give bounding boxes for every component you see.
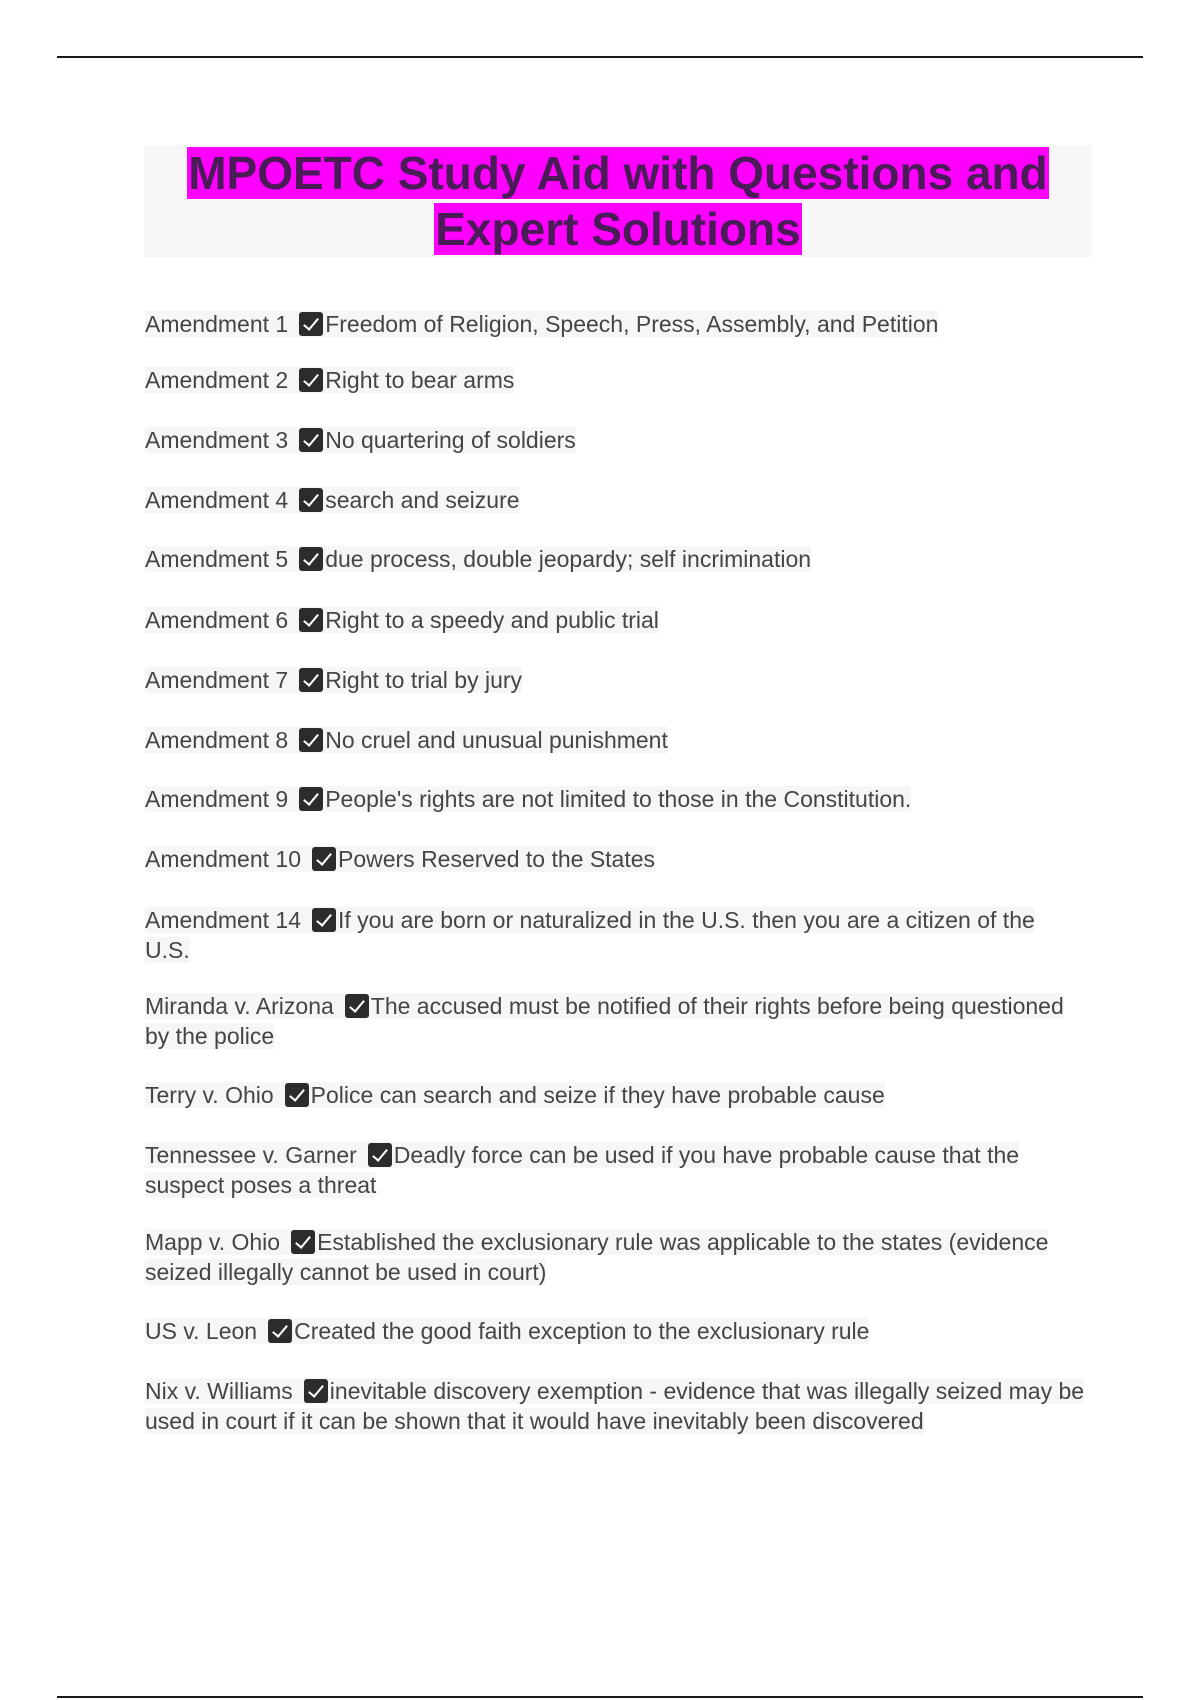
qa-item-amendment-4 (145, 486, 1085, 545)
qa-list (145, 310, 1085, 1437)
checkbox-checked-icon (299, 547, 323, 571)
checkbox-checked-icon (299, 728, 323, 752)
checkbox-checked-icon (268, 1319, 292, 1343)
qa-answer: Powers Reserved to the States (337, 846, 656, 872)
qa-answer: Established the exclusionary rule was applicable to the states (evidence seized illegally cannot be used in court) (145, 1229, 1049, 1285)
checkbox-checked-icon (299, 368, 323, 392)
checkbox-checked-icon (304, 1379, 328, 1403)
qa-term: Terry v. Ohio (145, 1082, 274, 1108)
qa-answer: Right to bear arms (325, 367, 515, 393)
qa-item-us-v-leon (145, 1317, 1085, 1377)
qa-item-amendment-14 (145, 906, 1085, 992)
qa-item-amendment-10 (145, 845, 1085, 906)
qa-answer: inevitable discovery exemption - evidence that was illegally seized may be used in court if it can be shown that it would have inevitably been discovered (145, 1378, 1085, 1434)
checkbox-checked-icon (312, 847, 336, 871)
qa-answer: If you are born or naturalized in the U.S. then you are a citizen of the U.S. (145, 907, 1035, 963)
checkbox-checked-icon (299, 787, 323, 811)
qa-term: Amendment 9 (145, 786, 289, 812)
checkbox-checked-icon (299, 428, 323, 452)
qa-answer: The accused must be notified of their rights before being questioned by the police (145, 993, 1064, 1049)
qa-item-amendment-6 (145, 606, 1085, 666)
qa-term: Amendment 3 (145, 427, 289, 453)
checkbox-checked-icon (312, 908, 336, 932)
qa-answer: Freedom of Religion, Speech, Press, Assembly, and Petition (325, 311, 939, 337)
qa-term: Amendment 5 (145, 546, 289, 572)
qa-term: Amendment 10 (145, 846, 301, 872)
qa-item-amendment-5 (145, 545, 1085, 606)
checkbox-checked-icon (299, 312, 323, 336)
qa-item-terry-v-ohio (145, 1081, 1085, 1141)
qa-item-amendment-1 (145, 310, 1085, 366)
qa-item-tennessee-v-garner (145, 1141, 1085, 1228)
qa-term: Amendment 4 (145, 487, 289, 513)
qa-answer: search and seizure (325, 487, 520, 513)
qa-answer: Created the good faith exception to the exclusionary rule (294, 1318, 870, 1344)
page-title: MPOETC Study Aid with Questions and Expert Solutions (188, 147, 1048, 255)
checkbox-checked-icon (345, 994, 369, 1018)
qa-term: Amendment 8 (145, 727, 289, 753)
qa-item-amendment-3 (145, 426, 1085, 486)
qa-answer: Right to a speedy and public trial (325, 607, 659, 633)
qa-answer: Deadly force can be used if you have probable cause that the suspect poses a threat (145, 1142, 1020, 1198)
bottom-rule (57, 1696, 1143, 1698)
top-rule (57, 56, 1143, 58)
qa-item-amendment-2 (145, 366, 1085, 426)
qa-answer: Police can search and seize if they have probable cause (310, 1082, 885, 1108)
qa-term: Tennessee v. Garner (145, 1142, 357, 1168)
checkbox-checked-icon (291, 1230, 315, 1254)
qa-term: Nix v. Williams (145, 1378, 293, 1404)
qa-item-miranda-v-arizona (145, 992, 1085, 1081)
qa-answer: People's rights are not limited to those in the Constitution. (325, 786, 912, 812)
qa-item-amendment-8 (145, 726, 1085, 785)
qa-item-mapp-v-ohio (145, 1228, 1085, 1317)
qa-item-nix-v-williams (145, 1377, 1085, 1437)
qa-answer: No quartering of soldiers (325, 427, 576, 453)
qa-item-amendment-7 (145, 666, 1085, 726)
qa-answer: No cruel and unusual punishment (325, 727, 668, 753)
checkbox-checked-icon (285, 1083, 309, 1107)
qa-term: Amendment 1 (145, 311, 289, 337)
qa-term: Amendment 14 (145, 907, 301, 933)
checkbox-checked-icon (299, 488, 323, 512)
title-box (144, 145, 1092, 257)
checkbox-checked-icon (299, 608, 323, 632)
qa-term: Amendment 7 (145, 667, 289, 693)
qa-answer: Right to trial by jury (325, 667, 523, 693)
qa-term: Amendment 2 (145, 367, 289, 393)
qa-term: Amendment 6 (145, 607, 289, 633)
checkbox-checked-icon (299, 668, 323, 692)
qa-term: US v. Leon (145, 1318, 258, 1344)
qa-answer: due process, double jeopardy; self incrimination (325, 546, 812, 572)
qa-item-amendment-9 (145, 785, 1085, 845)
qa-term: Miranda v. Arizona (145, 993, 334, 1019)
qa-term: Mapp v. Ohio (145, 1229, 281, 1255)
checkbox-checked-icon (368, 1143, 392, 1167)
